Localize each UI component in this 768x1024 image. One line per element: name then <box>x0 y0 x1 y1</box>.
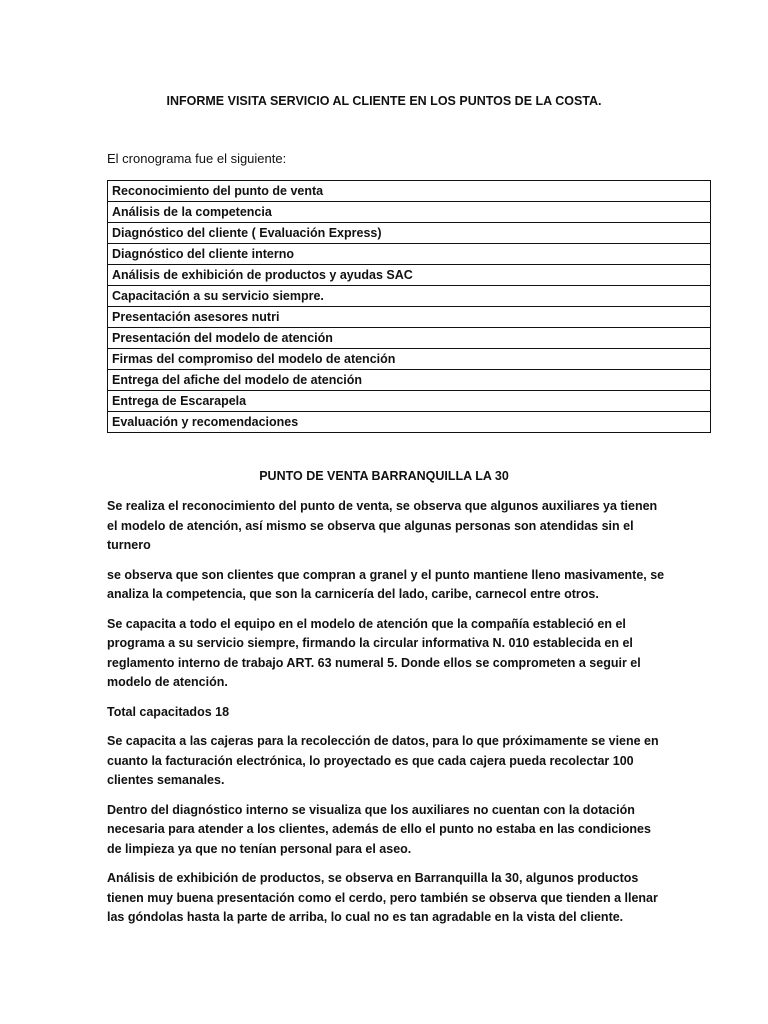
document-title: INFORME VISITA SERVICIO AL CLIENTE EN LOS PUNTOS DE LA COSTA. <box>166 94 602 108</box>
schedule-item: Evaluación y recomendaciones <box>108 412 711 433</box>
table-row <box>108 349 711 370</box>
schedule-intro: El cronograma fue el siguiente: <box>107 151 287 166</box>
table-row <box>108 202 711 223</box>
schedule-item: Diagnóstico del cliente ( Evaluación Express) <box>108 223 711 244</box>
schedule-item: Análisis de la competencia <box>108 202 711 223</box>
paragraph: Se realiza el reconocimiento del punto de venta, se observa que algunos auxiliares ya tienen el modelo de atención, así mismo se observa que algunas personas son atendidas sin el turnero <box>107 499 658 552</box>
paragraph: Análisis de exhibición de productos, se observa en Barranquilla la 30, algunos productos tienen muy buena presentación como el cerdo, pero también se observa que tienden a llenar las góndolas hasta la parte de arriba, lo cual no es tan agradable en la vista del cliente. <box>107 871 658 924</box>
table-row <box>108 391 711 412</box>
paragraph: Dentro del diagnóstico interno se visualiza que los auxiliares no cuentan con la dotación necesaria para atender a los clientes, además de ello el punto no estaba en las condiciones de limpieza ya que no tenían personal para el aseo. <box>107 802 651 856</box>
paragraph: Total capacitados 18 <box>107 704 230 719</box>
report-body <box>107 497 667 938</box>
table-row <box>108 265 711 286</box>
table-row <box>108 328 711 349</box>
paragraph: Se capacita a todo el equipo en el modelo de atención que la compañía estableció en el programa a su servicio siempre, firmando la circular informativa N. 010 establecida en el reglamento interno de trabajo ART. 63 numeral 5. Donde ellos se comprometen a seguir el modelo de atención. <box>107 616 641 689</box>
schedule-item: Reconocimiento del punto de venta <box>108 181 711 202</box>
table-row <box>108 223 711 244</box>
section-title: PUNTO DE VENTA BARRANQUILLA LA 30 <box>259 469 509 483</box>
table-row <box>108 244 711 265</box>
table-row <box>108 370 711 391</box>
schedule-item: Firmas del compromiso del modelo de atención <box>108 349 711 370</box>
schedule-item: Presentación del modelo de atención <box>108 328 711 349</box>
paragraph: se observa que son clientes que compran a granel y el punto mantiene lleno masivamente, se analiza la competencia, que son la carnicería del lado, caribe, carnecol entre otros. <box>107 567 665 601</box>
schedule-item: Entrega del afiche del modelo de atención <box>108 370 711 391</box>
paragraph: Se capacita a las cajeras para la recolección de datos, para lo que próximamente se viene en cuanto la facturación electrónica, lo proyectado es que cada cajera pueda recolectar 100 clientes semanales. <box>107 734 659 787</box>
table-row <box>108 181 711 202</box>
schedule-table <box>107 180 711 433</box>
schedule-item: Análisis de exhibición de productos y ayudas SAC <box>108 265 711 286</box>
schedule-item: Diagnóstico del cliente interno <box>108 244 711 265</box>
table-row <box>108 307 711 328</box>
schedule-item: Capacitación a su servicio siempre. <box>108 286 711 307</box>
schedule-item: Entrega de Escarapela <box>108 391 711 412</box>
table-row <box>108 286 711 307</box>
schedule-item: Presentación asesores nutri <box>108 307 711 328</box>
table-row <box>108 412 711 433</box>
